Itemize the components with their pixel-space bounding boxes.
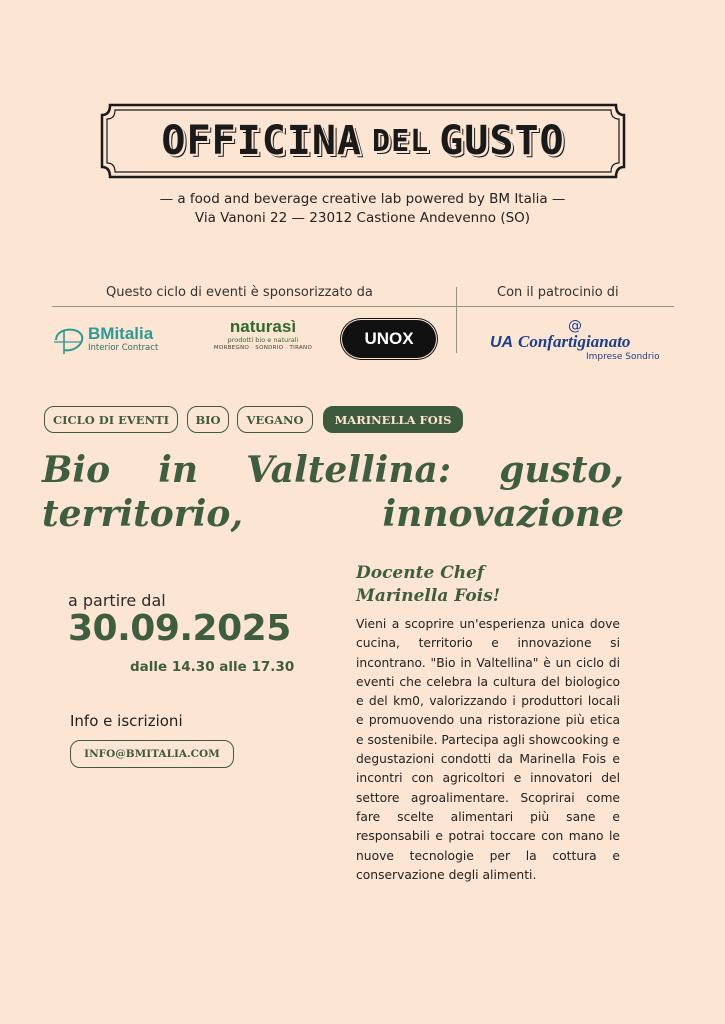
naturasi-name: naturasì: [229, 317, 297, 336]
title-gusto: GUSTO: [439, 118, 565, 164]
address-line: Via Vanoni 22 — 23012 Castione Andevenno (SO): [194, 210, 531, 226]
patronage-label: Con il patrocinio di: [497, 285, 619, 300]
confartigianato-at-icon: @: [568, 318, 582, 334]
email-link[interactable]: INFO@BMITALIA.COM: [70, 740, 234, 768]
chef-title: [356, 562, 656, 608]
confartigianato-ua: UA: [490, 334, 514, 351]
sponsored-by-label: Questo ciclo di eventi è sponsorizzato da: [106, 285, 373, 300]
bm-italia-sub: Interior Contract: [88, 343, 159, 353]
officina-del-gusto-logo: [100, 103, 626, 179]
bm-italia-name: BMitalia: [88, 324, 154, 343]
event-description: Vieni a scoprire un'esperienza unica dove cucina, territorio e innovazione si incontrano. "Bio in Valtellina" è un ciclo di eventi che celebra la cultura del biologico e del km0, valorizzando i produttori locali e promuovendo una ristorazione più etica e sostenibile. Partecipa agli showcooking e degustazioni condotti da Marinella Fois e incontri con agricoltori e innovatori del settore agroalimentare. Scoprirai come fare scelte alimentari più sane e responsabili e potrai toccare con mano le nuove tecnologie per la cottura e conservazione degli alimenti.: [356, 617, 620, 882]
sponsor-vertical-divider: [456, 287, 457, 353]
chef-title-line-2: Marinella Fois!: [356, 586, 501, 606]
bm-italia-logo: [52, 322, 192, 358]
event-time: dalle 14.30 alle 17.30: [130, 659, 295, 675]
naturasi-places: MORBEGNO · SONDRIO · TIRANO: [213, 345, 313, 351]
confartigianato-logo: [490, 318, 660, 362]
tag-ciclo-di-eventi: CICLO DI EVENTI: [44, 406, 178, 433]
naturasi-logo: [208, 318, 318, 362]
tagline-line-1: — a food and beverage creative lab powered by BM Italia —: [159, 191, 566, 207]
tag-bio: BIO: [187, 406, 229, 433]
info-label: Info e iscrizioni: [70, 712, 183, 730]
title-officina: OFFICINA: [161, 118, 363, 164]
tag-marinella-fois: MARINELLA FOIS: [323, 406, 463, 433]
tag-vegano: VEGANO: [237, 406, 313, 433]
confartigianato-name: Confartigianato: [518, 332, 631, 351]
event-headline: Bio in Valtellina: gusto, territorio, innovazione: [42, 449, 624, 535]
event-date: 30.09.2025: [68, 608, 291, 649]
naturasi-sub: prodotti bio e naturali: [227, 336, 299, 344]
confartigianato-sub: Imprese Sondrio: [586, 352, 660, 362]
chef-title-line-1: Docente Chef: [356, 563, 485, 583]
bm-italia-mark-icon: [52, 322, 86, 356]
unox-logo: UNOX: [344, 322, 434, 356]
sponsor-divider: [52, 306, 674, 307]
banner-title: [100, 103, 626, 179]
title-del: DEL: [372, 123, 430, 159]
date-from-label: a partire dal: [68, 591, 166, 610]
tagline: [0, 190, 725, 228]
